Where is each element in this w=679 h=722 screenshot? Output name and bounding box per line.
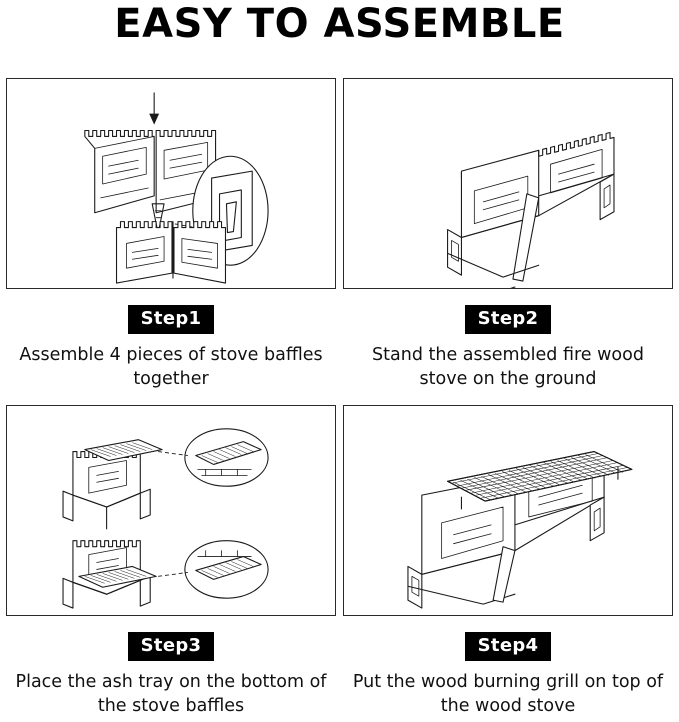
down-arrow-icon bbox=[149, 93, 159, 125]
step-cell-4 bbox=[343, 405, 673, 718]
step4-badge: Step4 bbox=[465, 632, 552, 661]
step3-badge: Step3 bbox=[128, 632, 215, 661]
step4-caption: Put the wood burning grill on top of the wood stove bbox=[352, 672, 664, 716]
step-cell-3 bbox=[6, 405, 336, 718]
page-title: EASY TO ASSEMBLE bbox=[114, 1, 565, 47]
step3-caption: Place the ash tray on the bottom of the stove baffles bbox=[15, 672, 327, 716]
standing-stove-body bbox=[461, 132, 614, 237]
step1-badge-row bbox=[6, 305, 336, 334]
detail-callout-circle-lower bbox=[185, 541, 268, 598]
lower-left-baffle bbox=[117, 222, 172, 283]
step-cell-1 bbox=[6, 78, 336, 391]
step-cell-2 bbox=[343, 78, 673, 391]
step1-badge: Step1 bbox=[128, 305, 215, 334]
step4-figure bbox=[343, 405, 673, 616]
step1-figure bbox=[6, 78, 336, 289]
step2-badge-row bbox=[343, 305, 673, 334]
lower-stove-with-tray bbox=[63, 541, 156, 608]
lower-right-baffle bbox=[174, 222, 226, 283]
step4-badge-row bbox=[343, 632, 673, 661]
steps-grid bbox=[6, 78, 673, 719]
step1-caption: Assemble 4 pieces of stove baffles together bbox=[19, 345, 323, 389]
step3-figure bbox=[6, 405, 336, 616]
step2-badge: Step2 bbox=[465, 305, 552, 334]
upper-left-baffle bbox=[85, 131, 154, 213]
callout-line-lower bbox=[158, 573, 188, 577]
step2-figure bbox=[343, 78, 673, 289]
upper-stove-with-tray bbox=[63, 452, 150, 529]
step2-caption: Stand the assembled fire wood stove on the ground bbox=[372, 345, 644, 389]
callout-line-upper bbox=[158, 452, 188, 456]
detail-callout-circle-upper bbox=[185, 429, 268, 486]
step3-badge-row bbox=[6, 632, 336, 661]
